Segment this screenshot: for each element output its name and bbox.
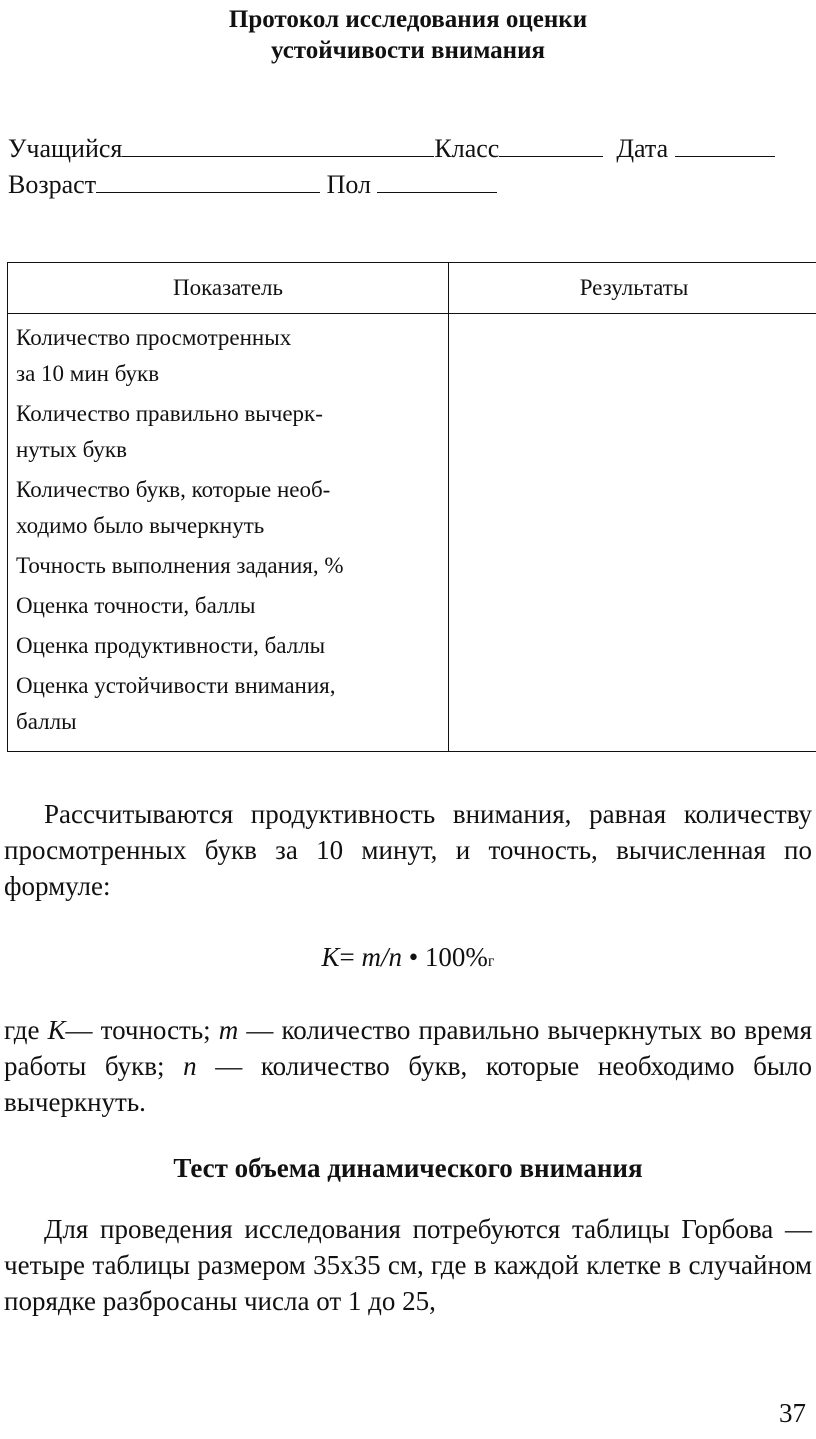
date-label: Дата (616, 134, 669, 163)
age-label: Возраст (8, 170, 97, 199)
indicator-item-1 (16, 320, 442, 392)
protocol-title-line-1: Протокол исследования оценки (228, 6, 588, 33)
class-blank[interactable] (499, 132, 603, 157)
age-blank[interactable] (96, 168, 320, 193)
formula-k: К (321, 942, 340, 972)
legend-text: — точность; (65, 1015, 219, 1045)
indicator-line: Количество просмотренных (16, 325, 292, 350)
formula-sub: г (487, 953, 495, 970)
sex-blank[interactable] (377, 168, 497, 193)
indicator-item-5 (16, 588, 442, 624)
sex-label: Пол (326, 170, 371, 199)
fields-row-2 (8, 168, 497, 201)
indicator-line: Точность выполнения задания, % (16, 553, 344, 578)
indicator-item-4 (16, 548, 442, 584)
indicator-line: баллы (16, 709, 77, 734)
indicator-line: Количество букв, которые необ- (16, 477, 331, 502)
indicator-line: Оценка устойчивости внимания, (16, 673, 336, 698)
protocol-title-line-2: устойчивости внимания (270, 37, 546, 64)
indicator-item-3 (16, 472, 442, 544)
student-label: Учащийся (8, 134, 123, 163)
class-label: Класс (434, 134, 500, 163)
indicator-item-7 (16, 668, 442, 740)
legend-text: — количество букв, которые необходимо было вычеркнуть. (4, 1051, 812, 1117)
formula-eq: = (339, 942, 362, 972)
legend-var-m: m (218, 1015, 239, 1045)
legend-var-k: К (47, 1015, 66, 1045)
legend-var-n: n (183, 1051, 197, 1081)
header-indicator: Показатель (8, 263, 449, 314)
header-results: Результаты (449, 263, 816, 314)
results-cell[interactable] (449, 314, 816, 752)
date-blank[interactable] (675, 132, 775, 157)
legend-text: — количество правильно вычеркнутых во время работы букв; (4, 1015, 813, 1081)
protocol-table (7, 262, 816, 752)
paragraph-formula-legend (4, 1012, 812, 1120)
table-row (8, 314, 816, 752)
fields-row-1 (8, 132, 775, 165)
paragraph-gorbov-tables: Для проведения исследования потребуются таблицы Горбова — четыре таблицы размером 35х35 см, где в каждой клетке в случайном порядке разбросаны числа от 1 до 25, (4, 1214, 812, 1316)
indicator-item-6 (16, 628, 442, 664)
paragraph-productivity: Рассчитываются продуктивность внимания, равная количеству просмотренных букв за 10 минут, и точность, вычисленная по формуле: (4, 799, 812, 901)
page-number: 37 (779, 1398, 806, 1428)
indicator-line: Оценка продуктивности, баллы (16, 633, 326, 658)
protocol-title (0, 4, 816, 66)
legend-text: где (4, 1015, 48, 1045)
indicator-line: нутых букв (16, 437, 127, 462)
formula-rest: • 100% (401, 942, 488, 972)
indicator-line: за 10 мин букв (16, 361, 160, 386)
student-blank[interactable] (122, 132, 434, 157)
section-heading: Тест объема динамического внимания (173, 1153, 643, 1183)
formula-mn: m/n (361, 942, 402, 972)
indicator-cell (8, 314, 449, 752)
accuracy-formula (0, 937, 816, 982)
indicator-line: Количество правильно вычерк- (16, 401, 323, 426)
indicator-line: Оценка точности, баллы (16, 593, 256, 618)
indicator-item-2 (16, 396, 442, 468)
table-header-row (8, 263, 816, 314)
indicator-line: ходимо было вычеркнуть (16, 513, 265, 538)
